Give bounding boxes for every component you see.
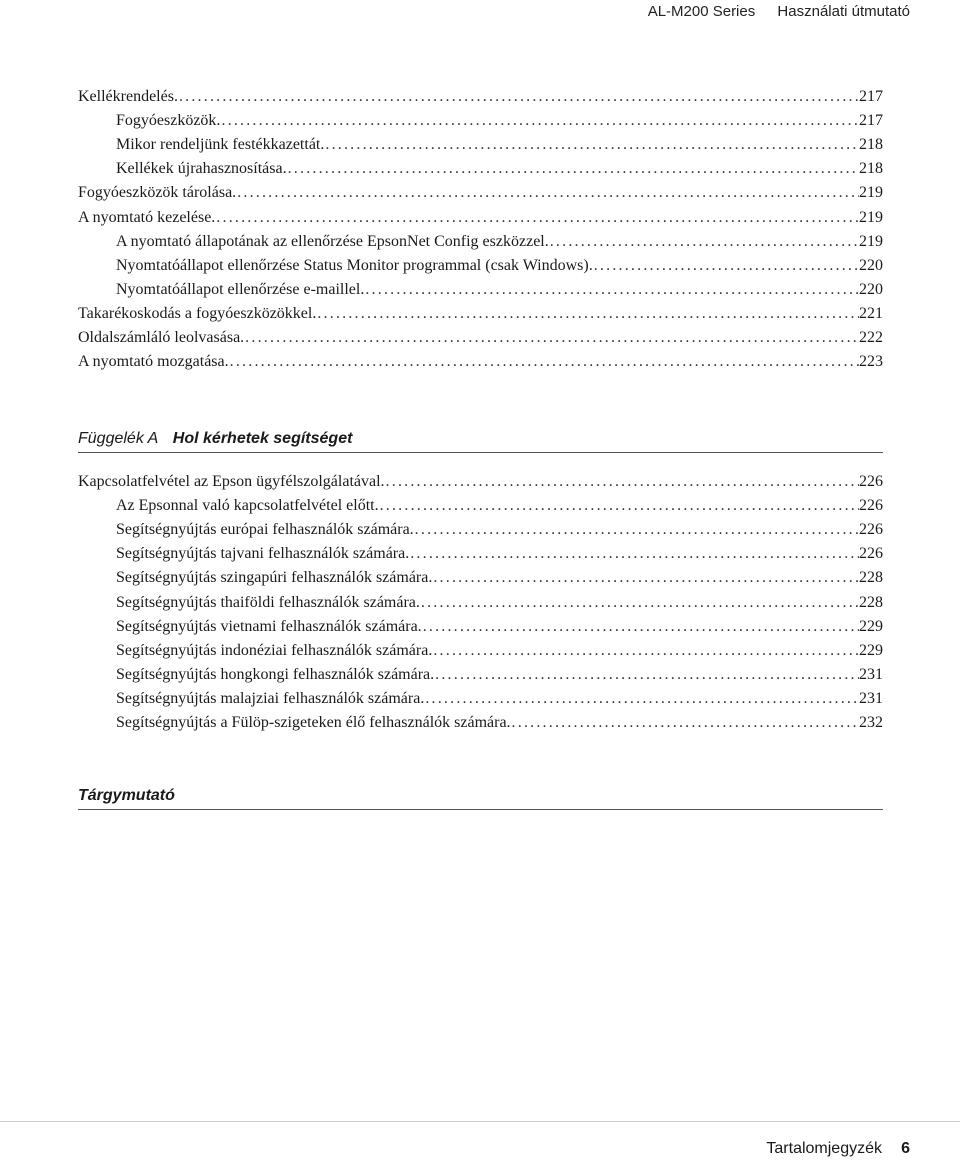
- toc-entry-title: Fogyóeszközök tárolása.: [78, 184, 237, 202]
- toc-entry-title: A nyomtató állapotának az ellenőrzése EpsonNet Config eszközzel.: [116, 232, 549, 250]
- toc-entry-title: Takarékoskodás a fogyóeszközökkel.: [78, 304, 317, 322]
- toc-entry[interactable]: [116, 663, 883, 687]
- toc-leader-dots: [178, 85, 859, 109]
- toc-entry-page: 231: [859, 689, 883, 707]
- toc-entry[interactable]: [78, 302, 883, 326]
- toc-leader-dots: [364, 278, 859, 302]
- toc-entry-title: Fogyóeszközök.: [116, 112, 221, 130]
- toc-entry-title: Segítségnyújtás indonéziai felhasználók számára.: [116, 641, 433, 659]
- toc-leader-dots: [385, 470, 859, 494]
- toc-entry-page: 220: [859, 256, 883, 274]
- toc-entry[interactable]: [116, 254, 883, 278]
- toc-entry[interactable]: [116, 711, 883, 735]
- toc-leader-dots: [432, 566, 859, 590]
- toc-entry-title: A nyomtató kezelése.: [78, 208, 216, 226]
- toc-leader-dots: [593, 254, 859, 278]
- appendix-heading: [78, 428, 883, 453]
- footer-section-name: Tartalomjegyzék: [766, 1140, 882, 1157]
- toc-leader-dots: [379, 494, 859, 518]
- page-footer: [0, 1121, 960, 1165]
- toc-entry[interactable]: [78, 181, 883, 205]
- toc-leader-dots: [549, 230, 859, 254]
- toc-entry[interactable]: [116, 566, 883, 590]
- toc-leader-dots: [287, 157, 859, 181]
- toc-leader-dots: [215, 206, 859, 230]
- toc-entry[interactable]: [116, 687, 883, 711]
- toc-entry-title: Nyomtatóállapot ellenőrzése Status Monitor programmal (csak Windows).: [116, 256, 593, 274]
- toc-entry-page: 219: [859, 184, 883, 202]
- toc-entry-title: Segítségnyújtás tajvani felhasználók számára.: [116, 545, 410, 563]
- toc-entry-page: 218: [859, 160, 883, 178]
- toc-entry-page: 219: [859, 208, 883, 226]
- toc-entry-title: Az Epsonnal való kapcsolatfelvétel előtt.: [116, 497, 379, 515]
- index-heading: [78, 785, 883, 810]
- toc-entry-title: Nyomtatóállapot ellenőrzése e-maillel.: [116, 280, 365, 298]
- toc-leader-dots: [220, 109, 859, 133]
- toc-entry[interactable]: [116, 133, 883, 157]
- toc-entry-page: 231: [859, 665, 883, 683]
- toc-entry-title: Segítségnyújtás hongkongi felhasználók számára.: [116, 665, 435, 683]
- appendix-title: Hol kérhetek segítséget: [172, 430, 353, 447]
- toc-entry-title: Segítségnyújtás malajziai felhasználók számára.: [116, 689, 425, 707]
- toc-entry-page: 226: [859, 521, 883, 539]
- toc-entry[interactable]: [78, 350, 883, 374]
- toc-entry-title: Kapcsolatfelvétel az Epson ügyfélszolgálatával.: [78, 473, 385, 490]
- toc-leader-dots: [324, 133, 859, 157]
- page-header: [630, 0, 910, 24]
- toc-leader-dots: [511, 711, 859, 735]
- toc-leader-dots: [244, 326, 859, 350]
- toc-entry-page: 217: [859, 112, 883, 130]
- toc-entry-page: 221: [859, 304, 883, 322]
- toc-entry-title: Segítségnyújtás thaiföldi felhasználók számára.: [116, 593, 420, 611]
- toc-entry-page: 223: [859, 353, 883, 371]
- toc-entry-title: Segítségnyújtás európai felhasználók számára.: [116, 521, 414, 539]
- toc-entry[interactable]: [78, 326, 883, 350]
- toc-entry[interactable]: [116, 230, 883, 254]
- toc-entry[interactable]: [116, 639, 883, 663]
- index-title: Tárgymutató: [78, 787, 175, 804]
- toc-entry[interactable]: [116, 494, 883, 518]
- toc-leader-dots: [422, 615, 859, 639]
- toc-leader-dots: [420, 591, 859, 615]
- toc-leader-dots: [432, 639, 859, 663]
- toc-entry-page: 219: [859, 232, 883, 250]
- toc-entry[interactable]: [116, 615, 883, 639]
- toc-entry[interactable]: [78, 206, 883, 230]
- header-doc-title: Használati útmutató: [777, 3, 910, 20]
- toc-entry[interactable]: [116, 109, 883, 133]
- toc-entry-page: 226: [859, 497, 883, 515]
- toc-entry-title: A nyomtató mozgatása.: [78, 353, 229, 371]
- toc-entry[interactable]: [116, 518, 883, 542]
- toc-entry-title: Segítségnyújtás a Fülöp-szigeteken élő felhasználók számára.: [116, 714, 511, 731]
- toc-entry-title: Segítségnyújtás vietnami felhasználók számára.: [116, 617, 422, 635]
- toc-entry-title: Kellékrendelés.: [78, 88, 178, 105]
- toc-entry-page: 228: [859, 569, 883, 587]
- toc-entry-title: Segítségnyújtás szingapúri felhasználók számára.: [116, 569, 433, 587]
- toc-entry-page: 217: [859, 88, 883, 105]
- appendix-label: Függelék A: [78, 430, 159, 447]
- toc-leader-dots: [316, 302, 859, 326]
- toc-entry-page: 220: [859, 280, 883, 298]
- toc-leader-dots: [424, 687, 859, 711]
- toc-entry-title: Kellékek újrahasznosítása.: [116, 160, 287, 178]
- toc-entry[interactable]: [78, 470, 883, 494]
- toc-entry-page: 226: [859, 545, 883, 563]
- toc-leader-dots: [414, 518, 859, 542]
- toc-entry-title: Mikor rendeljünk festékkazettát.: [116, 136, 325, 154]
- footer-page-number: 6: [901, 1140, 910, 1157]
- toc-entry[interactable]: [116, 157, 883, 181]
- toc-leader-dots: [236, 181, 859, 205]
- toc-entry-page: 218: [859, 136, 883, 154]
- toc-entry-title: Oldalszámláló leolvasása.: [78, 329, 245, 346]
- toc-entry[interactable]: [116, 278, 883, 302]
- toc-entry-page: 229: [859, 641, 883, 659]
- toc-entry-page: 229: [859, 617, 883, 635]
- toc-entry-page: 232: [859, 714, 883, 731]
- toc-leader-dots: [434, 663, 859, 687]
- toc-leader-dots: [229, 350, 859, 374]
- header-product: AL-M200 Series: [647, 3, 756, 20]
- toc-entry-page: 222: [859, 329, 883, 346]
- toc-entry-page: 226: [859, 473, 883, 490]
- toc-entry[interactable]: [116, 591, 883, 615]
- toc-entry-page: 228: [859, 593, 883, 611]
- toc-entry[interactable]: [78, 85, 883, 109]
- toc-entry[interactable]: [116, 542, 883, 566]
- toc-leader-dots: [409, 542, 859, 566]
